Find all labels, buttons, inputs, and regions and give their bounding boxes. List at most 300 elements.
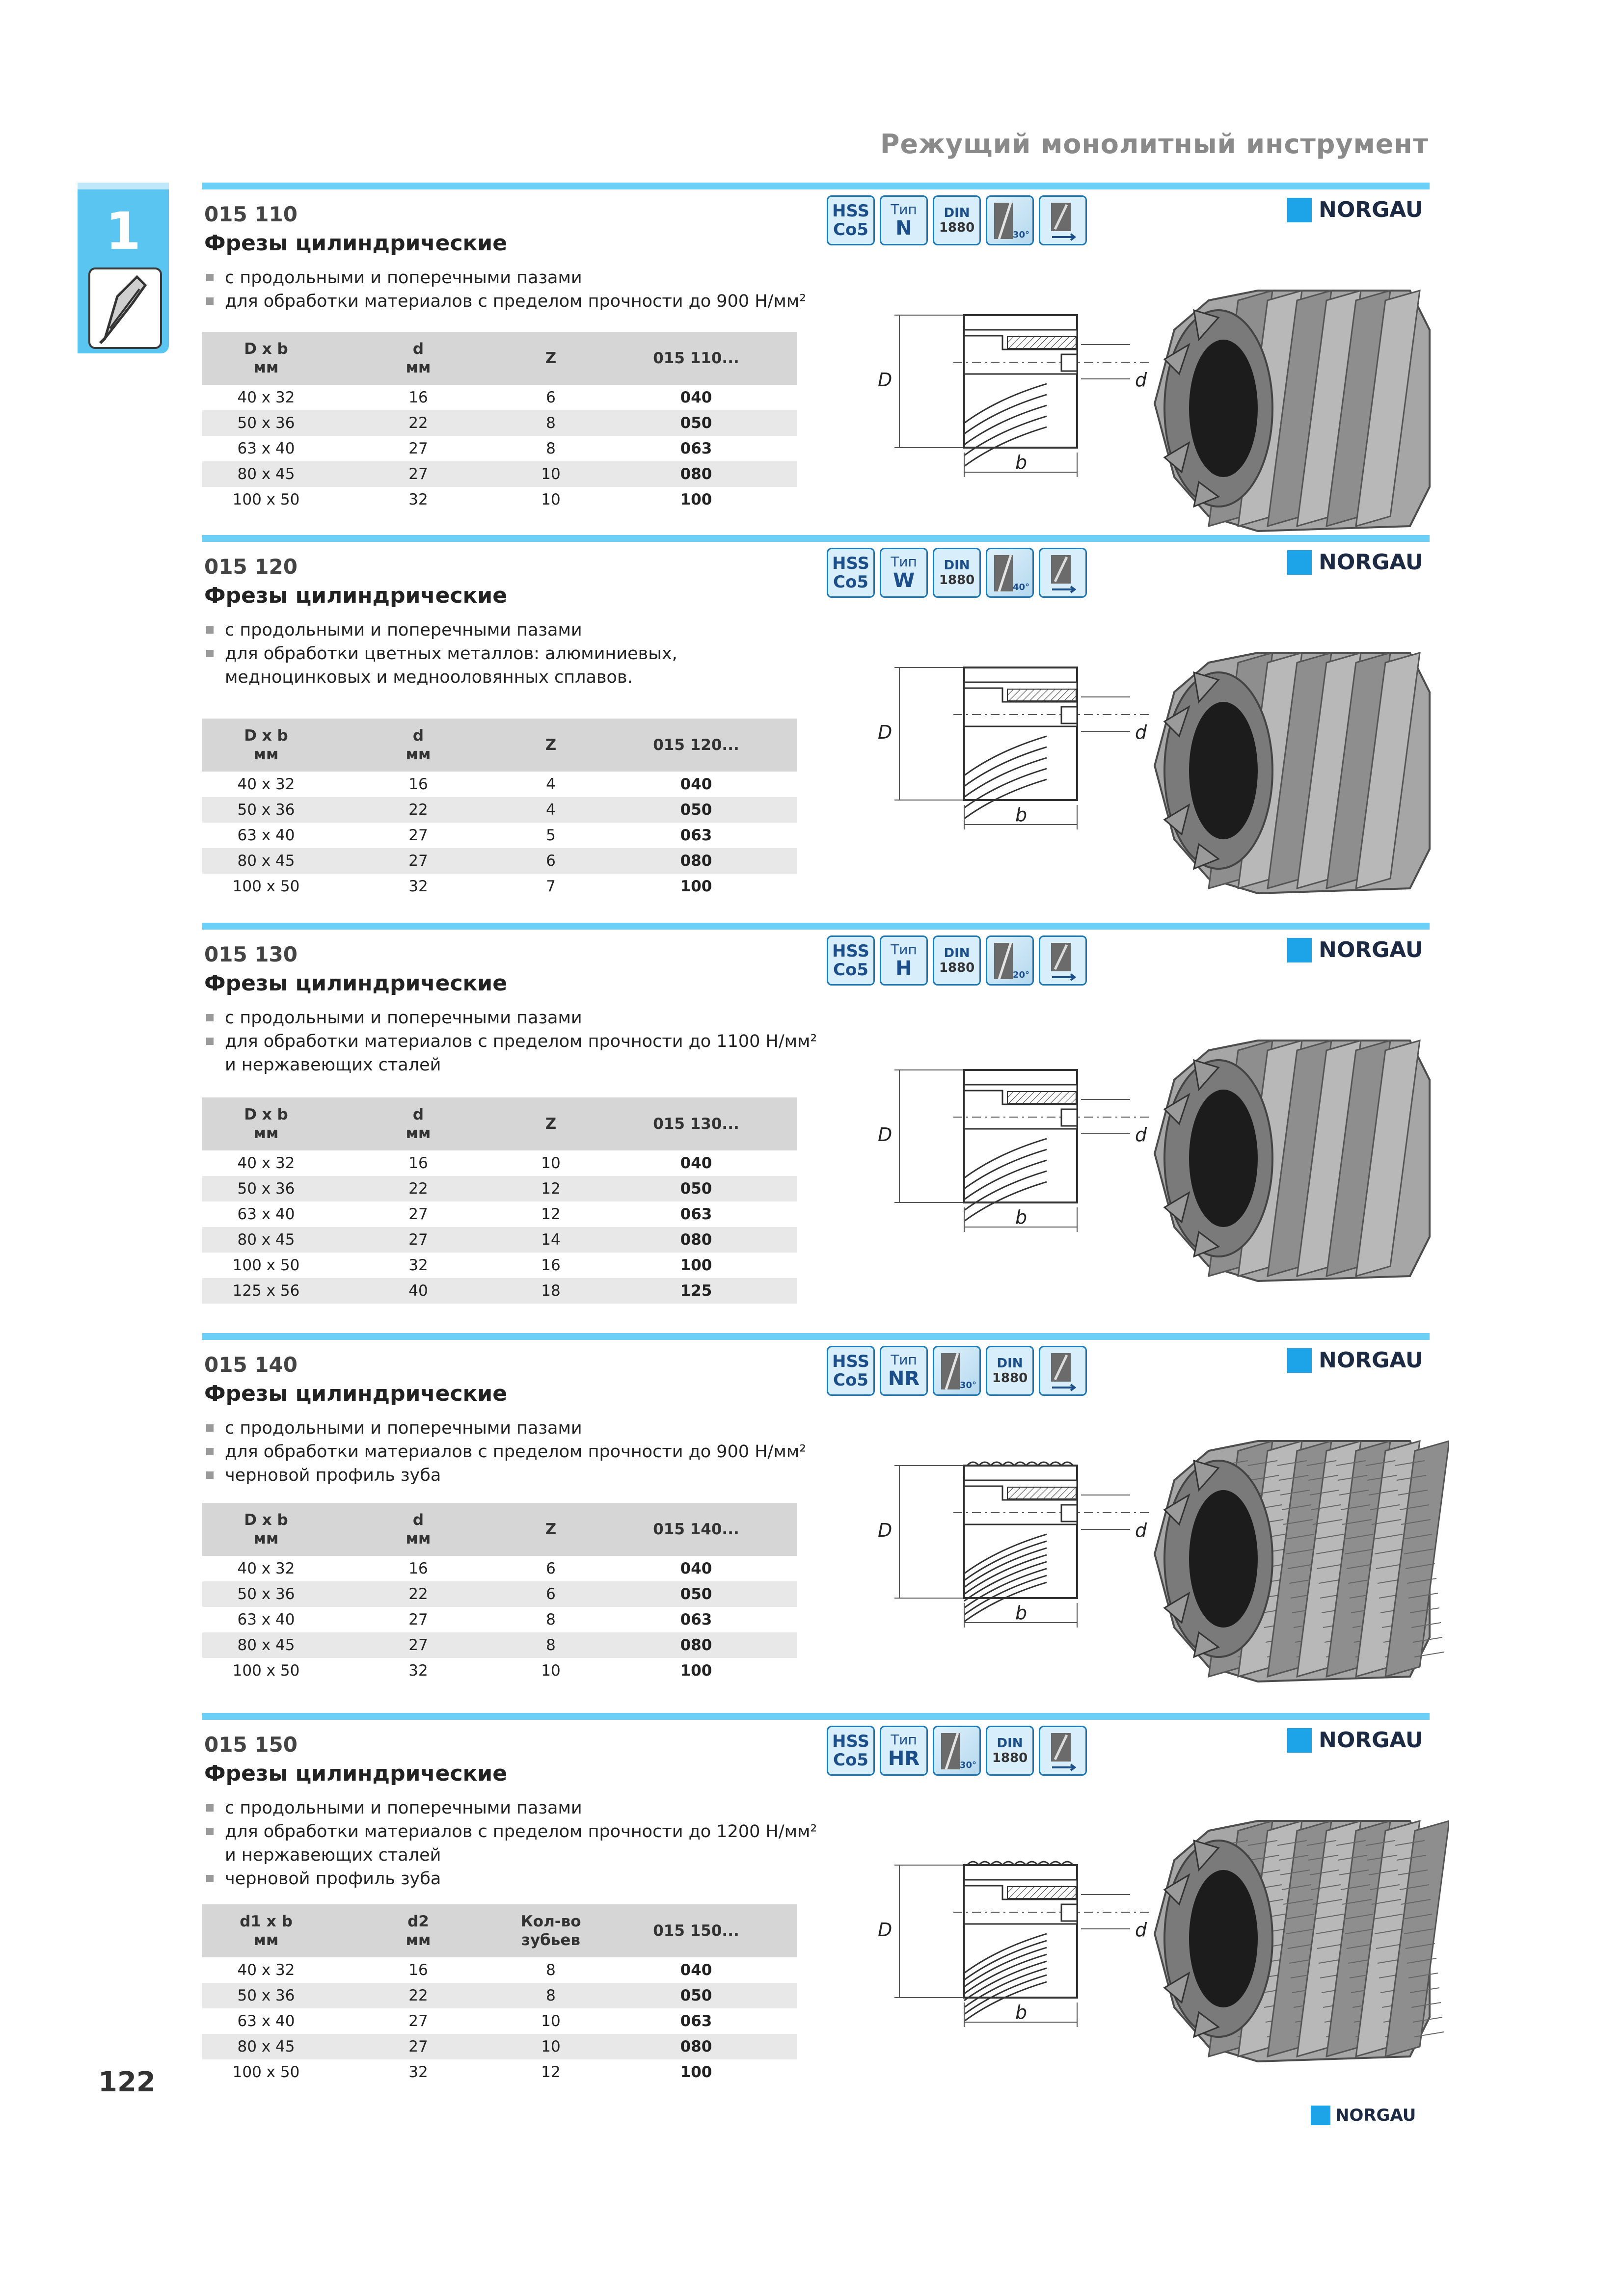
feature-text: с продольными и поперечными пазами: [225, 1418, 582, 1438]
dimension-label-b: b: [1015, 1602, 1028, 1624]
product-image: [1135, 1021, 1449, 1296]
table-header-row: [202, 719, 797, 772]
brand-logo-icon: [1311, 2106, 1330, 2125]
din-number: 1880: [992, 1751, 1028, 1765]
table-cell: 63 x 40: [237, 440, 295, 457]
feature-item: [204, 1843, 817, 1867]
column-header: [595, 1503, 797, 1556]
helix-angle-value: 40°: [1012, 582, 1029, 592]
product-section: [202, 1713, 1430, 2081]
feature-text: для обработки цветных металлов: алюминиевых,: [225, 644, 677, 664]
feature-text: черновой профиль зуба: [225, 1869, 441, 1889]
order-code-cell: 080: [595, 848, 797, 874]
table-header-row: [202, 1097, 797, 1150]
table-cell: 16: [408, 1154, 428, 1172]
table-cell: 16: [408, 1961, 428, 1979]
table-row[interactable]: [202, 1176, 797, 1201]
type-label: Тип: [891, 201, 917, 217]
column-header: [507, 719, 595, 772]
spec-badges: [827, 548, 1087, 599]
table-cell: 18: [507, 1278, 595, 1304]
spec-table: [202, 1097, 797, 1304]
table-cell: 8: [546, 1961, 556, 1979]
table-cell: 32: [408, 1662, 428, 1680]
feature-item: [204, 666, 677, 689]
table-cell: 5: [546, 827, 556, 844]
feature-list: [204, 1796, 817, 1891]
feature-item: [204, 618, 677, 642]
column-header-unit: мм: [406, 1530, 431, 1548]
din-number: 1880: [939, 573, 975, 587]
table-cell: 12: [507, 1176, 595, 1201]
table-cell: 40 x 32: [237, 1560, 295, 1577]
bullet-icon: [206, 1804, 214, 1812]
table-cell: 7: [546, 878, 556, 895]
feature-item: [204, 642, 677, 666]
table-cell: 40: [330, 1278, 507, 1304]
dimension-label-d: d: [1135, 1520, 1147, 1541]
material-line: Co5: [833, 960, 868, 980]
table-cell: 80 x 45: [202, 1227, 330, 1253]
product-title: Фрезы цилиндрические: [204, 971, 508, 996]
brand-label: [1287, 1728, 1423, 1753]
feature-item: [204, 1440, 806, 1464]
type-label: Тип: [891, 554, 917, 570]
brand-name: NORGAU: [1319, 937, 1423, 962]
column-header-label: d: [412, 1106, 424, 1123]
dimension-label-b: b: [1015, 452, 1028, 473]
material-badge: [827, 935, 875, 986]
order-code-cell: 125: [595, 1278, 797, 1304]
feature-text: для обработки материалов с пределом прочности до 1200 Н/мм²: [225, 1822, 817, 1842]
brand-name: NORGAU: [1319, 1728, 1423, 1753]
brand-label: [1287, 550, 1423, 575]
table-row[interactable]: [202, 772, 797, 797]
table-cell: 32: [408, 2063, 428, 2081]
dimension-label-d: d: [1135, 721, 1147, 743]
column-header: [507, 1503, 595, 1556]
feature-text: с продольными и поперечными пазами: [225, 1798, 582, 1818]
footer-brand-name: NORGAU: [1335, 2106, 1416, 2125]
din-badge: [986, 1346, 1034, 1396]
table-row[interactable]: [202, 2008, 797, 2034]
table-cell: 100 x 50: [232, 491, 300, 508]
column-header: [202, 1904, 330, 1957]
table-cell: 8: [507, 410, 595, 436]
column-header-label: 015 130...: [653, 1115, 739, 1133]
column-header: [202, 1097, 330, 1150]
feed-direction-icon: [1039, 195, 1087, 245]
bullet-icon: [206, 1424, 214, 1432]
chapter-number: 1: [105, 201, 141, 261]
table-cell: 27: [330, 848, 507, 874]
feature-list: [204, 266, 806, 313]
table-row[interactable]: [202, 2059, 797, 2085]
order-code-cell: 050: [595, 410, 797, 436]
product-title: Фрезы цилиндрические: [204, 583, 508, 608]
table-cell: 40 x 32: [237, 389, 295, 406]
order-code-cell: 080: [595, 461, 797, 487]
helix-angle-value: 30°: [959, 1760, 976, 1770]
din-number: 1880: [939, 961, 975, 975]
material-line: Co5: [833, 572, 868, 592]
table-row[interactable]: [202, 1581, 797, 1607]
order-code-cell: 100: [680, 2063, 712, 2081]
order-code-cell: 080: [595, 2034, 797, 2059]
type-value: N: [895, 217, 912, 240]
table-row[interactable]: [202, 1556, 797, 1581]
table-cell: 22: [330, 797, 507, 823]
column-header-label: Z: [545, 349, 557, 367]
table-cell: 16: [408, 775, 428, 793]
table-cell: 50 x 36: [202, 1983, 330, 2008]
product-code: 015 140: [204, 1353, 298, 1377]
brand-label: [1287, 197, 1423, 222]
table-cell: 27: [330, 1227, 507, 1253]
brand-logo-icon: [1287, 198, 1312, 222]
column-header-label: d2: [407, 1913, 429, 1930]
column-header-label: d1 x b: [240, 1913, 293, 1930]
feature-text: для обработки материалов с пределом прочности до 1100 Н/мм²: [225, 1032, 817, 1051]
product-title: Фрезы цилиндрические: [204, 1381, 508, 1406]
column-header-unit: мм: [253, 1124, 279, 1142]
table-row[interactable]: [202, 1227, 797, 1253]
table-row[interactable]: [202, 436, 797, 461]
spec-badges: [827, 935, 1087, 987]
order-code-cell: 100: [680, 491, 712, 508]
order-code-cell: 080: [595, 1632, 797, 1658]
table-cell: 10: [541, 1154, 561, 1172]
material-line: HSS: [832, 1732, 869, 1751]
feed-direction-icon: [1039, 935, 1087, 986]
table-cell: 50 x 36: [202, 797, 330, 823]
feature-item: [204, 266, 806, 290]
spec-table: [202, 1503, 797, 1683]
technical-drawing: [855, 1850, 1169, 2037]
dimension-label-d: d: [1135, 369, 1147, 391]
order-code-cell: 063: [680, 440, 712, 457]
table-row[interactable]: [202, 1253, 797, 1278]
type-label: Тип: [891, 1352, 917, 1368]
product-image: [1135, 271, 1449, 546]
table-cell: 63 x 40: [237, 1611, 295, 1629]
feature-list: [204, 1416, 806, 1487]
dimension-label-D: D: [878, 1520, 893, 1541]
page-title: Режущий монолитный инструмент: [880, 129, 1429, 160]
table-row[interactable]: [202, 1658, 797, 1683]
brand-name: NORGAU: [1319, 197, 1423, 222]
spec-table: [202, 332, 797, 512]
feed-direction-icon: [1039, 548, 1087, 598]
column-header-label: D x b: [244, 340, 288, 358]
table-cell: 50 x 36: [202, 410, 330, 436]
column-header-unit: мм: [406, 1931, 431, 1949]
table-cell: 27: [408, 827, 428, 844]
table-cell: 8: [507, 1983, 595, 2008]
order-code-cell: 040: [680, 775, 712, 793]
dimension-label-b: b: [1015, 804, 1028, 826]
table-cell: 12: [541, 1205, 561, 1223]
table-row[interactable]: [202, 797, 797, 823]
type-badge: [880, 548, 928, 598]
table-cell: 12: [541, 2063, 561, 2081]
table-row[interactable]: [202, 385, 797, 410]
table-cell: 32: [408, 1256, 428, 1274]
column-header-label: D x b: [244, 1511, 288, 1529]
table-cell: 40 x 32: [237, 1154, 295, 1172]
table-cell: 125 x 56: [202, 1278, 330, 1304]
feature-text: с продольными и поперечными пазами: [225, 1008, 582, 1028]
column-header-label: 015 110...: [653, 349, 739, 367]
table-cell: 16: [408, 1560, 428, 1577]
spec-badges: [827, 1346, 1087, 1397]
dimension-label-d: d: [1135, 1124, 1147, 1146]
feature-text: и нержавеющих сталей: [225, 1845, 441, 1865]
feed-direction-icon: [1039, 1726, 1087, 1776]
table-cell: 10: [541, 491, 561, 508]
table-cell: 8: [507, 1632, 595, 1658]
table-cell: 40 x 32: [237, 775, 295, 793]
table-row[interactable]: [202, 2034, 797, 2059]
din-number: 1880: [992, 1371, 1028, 1386]
table-row[interactable]: [202, 1632, 797, 1658]
column-header: [507, 332, 595, 385]
din-badge: [933, 548, 981, 598]
order-code-cell: 040: [680, 389, 712, 406]
table-cell: 10: [507, 461, 595, 487]
helix-angle-badge: [933, 1726, 981, 1776]
product-section: [202, 1333, 1430, 1696]
column-header: [202, 719, 330, 772]
column-header-unit: мм: [406, 746, 431, 763]
table-cell: 6: [546, 1560, 556, 1577]
material-badge: [827, 1346, 875, 1396]
feature-text: с продольными и поперечными пазами: [225, 268, 582, 288]
table-row[interactable]: [202, 823, 797, 848]
feature-item: [204, 1030, 817, 1053]
table-row[interactable]: [202, 1150, 797, 1176]
table-cell: 27: [408, 2012, 428, 2030]
column-header-unit: мм: [406, 1124, 431, 1142]
product-title: Фрезы цилиндрические: [204, 1761, 508, 1786]
footer-brand: [1311, 2106, 1416, 2125]
feature-text: для обработки материалов с пределом прочности до 900 Н/мм²: [225, 292, 807, 311]
din-label: DIN: [944, 206, 970, 220]
table-row[interactable]: [202, 874, 797, 899]
table-cell: 63 x 40: [237, 2012, 295, 2030]
dimension-label-D: D: [878, 369, 893, 391]
feature-list: [204, 1006, 817, 1077]
table-cell: 27: [330, 461, 507, 487]
table-cell: 100 x 50: [232, 1256, 300, 1274]
section-rule: [202, 1333, 1430, 1340]
column-header-label: d: [412, 727, 424, 745]
feature-item: [204, 1053, 817, 1077]
helix-angle-badge: [986, 935, 1034, 986]
table-row[interactable]: [202, 410, 797, 436]
table-row[interactable]: [202, 1607, 797, 1632]
column-header-unit: мм: [406, 359, 431, 376]
table-cell: 6: [507, 848, 595, 874]
bullet-icon: [206, 1038, 214, 1045]
brand-name: NORGAU: [1319, 1348, 1423, 1373]
brand-logo-icon: [1287, 1348, 1312, 1373]
column-header: [507, 1904, 595, 1957]
product-code: 015 130: [204, 942, 298, 966]
section-rule: [202, 923, 1430, 930]
column-header: [595, 1904, 797, 1957]
type-label: Тип: [891, 941, 917, 958]
feature-item: [204, 1006, 817, 1030]
helix-angle-badge: [933, 1346, 981, 1396]
din-badge: [986, 1726, 1034, 1776]
material-line: Co5: [833, 1370, 868, 1390]
bullet-icon: [206, 297, 214, 305]
din-badge: [933, 195, 981, 245]
spec-badges: [827, 195, 1087, 246]
table-cell: 10: [541, 2012, 561, 2030]
table-cell: 80 x 45: [202, 848, 330, 874]
bullet-icon: [206, 1471, 214, 1479]
table-cell: 80 x 45: [202, 1632, 330, 1658]
table-row[interactable]: [202, 1983, 797, 2008]
feature-item: [204, 1867, 817, 1891]
column-header: [330, 1503, 507, 1556]
table-cell: 27: [330, 1632, 507, 1658]
material-line: HSS: [832, 554, 869, 573]
spec-table: [202, 1904, 797, 2085]
order-code-cell: 100: [680, 878, 712, 895]
table-header-row: [202, 332, 797, 385]
din-label: DIN: [997, 1736, 1023, 1751]
material-badge: [827, 1726, 875, 1776]
feature-text: с продольными и поперечными пазами: [225, 620, 582, 640]
table-cell: 10: [541, 1662, 561, 1680]
column-header: [595, 1097, 797, 1150]
din-label: DIN: [997, 1356, 1023, 1371]
column-header-unit: мм: [253, 1931, 279, 1949]
dimension-label-b: b: [1015, 2002, 1028, 2023]
table-header-row: [202, 1904, 797, 1957]
bullet-icon: [206, 650, 214, 657]
column-header-label: Кол-во: [520, 1913, 581, 1930]
page-number: 122: [98, 2066, 156, 2098]
product-code: 015 110: [204, 202, 298, 226]
bullet-icon: [206, 1014, 214, 1021]
material-badge: [827, 548, 875, 598]
product-section: [202, 183, 1430, 546]
table-cell: 6: [546, 389, 556, 406]
column-header-unit: зубьев: [521, 1931, 581, 1949]
material-badge: [827, 195, 875, 245]
feature-item: [204, 290, 806, 313]
dimension-label-D: D: [878, 1919, 893, 1941]
order-code-cell: 050: [595, 1983, 797, 2008]
spec-badges: [827, 1726, 1087, 1777]
table-cell: 22: [330, 1983, 507, 2008]
table-cell: 14: [507, 1227, 595, 1253]
technical-drawing: [855, 300, 1169, 487]
brand-name: NORGAU: [1319, 550, 1423, 575]
table-row[interactable]: [202, 487, 797, 512]
technical-drawing: [855, 1055, 1169, 1242]
product-image: [1135, 1801, 1449, 2076]
column-header: [330, 332, 507, 385]
material-line: Co5: [833, 1750, 868, 1770]
column-header: [595, 719, 797, 772]
order-code-cell: 050: [595, 797, 797, 823]
table-cell: 100 x 50: [232, 2063, 300, 2081]
section-rule: [202, 535, 1430, 542]
order-code-cell: 100: [680, 1662, 712, 1680]
brand-logo-icon: [1287, 550, 1312, 575]
table-cell: 22: [330, 1176, 507, 1201]
table-row[interactable]: [202, 848, 797, 874]
table-cell: 4: [507, 797, 595, 823]
order-code-cell: 040: [680, 1154, 712, 1172]
table-cell: 80 x 45: [202, 461, 330, 487]
table-cell: 16: [541, 1256, 561, 1274]
feature-item: [204, 1796, 817, 1820]
table-cell: 40 x 32: [237, 1961, 295, 1979]
column-header-label: 015 140...: [653, 1521, 739, 1538]
drill-icon: [88, 267, 162, 349]
table-cell: 10: [507, 2034, 595, 2059]
technical-drawing: [855, 653, 1169, 839]
column-header: [330, 719, 507, 772]
feature-text: черновой профиль зуба: [225, 1466, 441, 1485]
order-code-cell: 063: [680, 1611, 712, 1629]
order-code-cell: 063: [680, 827, 712, 844]
table-cell: 80 x 45: [202, 2034, 330, 2059]
column-header-unit: мм: [253, 746, 279, 763]
type-badge: [880, 195, 928, 245]
table-row[interactable]: [202, 461, 797, 487]
helix-angle-value: 30°: [1012, 230, 1029, 240]
material-line: Co5: [833, 220, 868, 240]
order-code-cell: 040: [680, 1961, 712, 1979]
bullet-icon: [206, 626, 214, 634]
dimension-label-D: D: [878, 721, 893, 743]
brand-logo-icon: [1287, 1728, 1312, 1753]
brand-logo-icon: [1287, 938, 1312, 962]
table-header-row: [202, 1503, 797, 1556]
table-cell: 27: [408, 1611, 428, 1629]
material-line: HSS: [832, 1352, 869, 1371]
table-row[interactable]: [202, 1278, 797, 1304]
helix-angle-badge: [986, 548, 1034, 598]
type-label: Тип: [891, 1732, 917, 1748]
feature-item: [204, 1464, 806, 1487]
type-value: H: [895, 957, 912, 980]
column-header: [202, 1503, 330, 1556]
table-cell: 27: [408, 1205, 428, 1223]
dimension-label-D: D: [878, 1124, 893, 1146]
helix-angle-badge: [986, 195, 1034, 245]
column-header-label: Z: [545, 1521, 557, 1538]
table-row[interactable]: [202, 1957, 797, 1983]
table-row[interactable]: [202, 1201, 797, 1227]
column-header: [507, 1097, 595, 1150]
type-badge: [880, 1346, 928, 1396]
order-code-cell: 100: [680, 1256, 712, 1274]
column-header-label: 015 120...: [653, 736, 739, 754]
column-header-unit: мм: [253, 1530, 279, 1548]
table-cell: 63 x 40: [237, 1205, 295, 1223]
table-cell: 100 x 50: [232, 878, 300, 895]
table-cell: 50 x 36: [202, 1581, 330, 1607]
column-header-unit: мм: [253, 359, 279, 376]
